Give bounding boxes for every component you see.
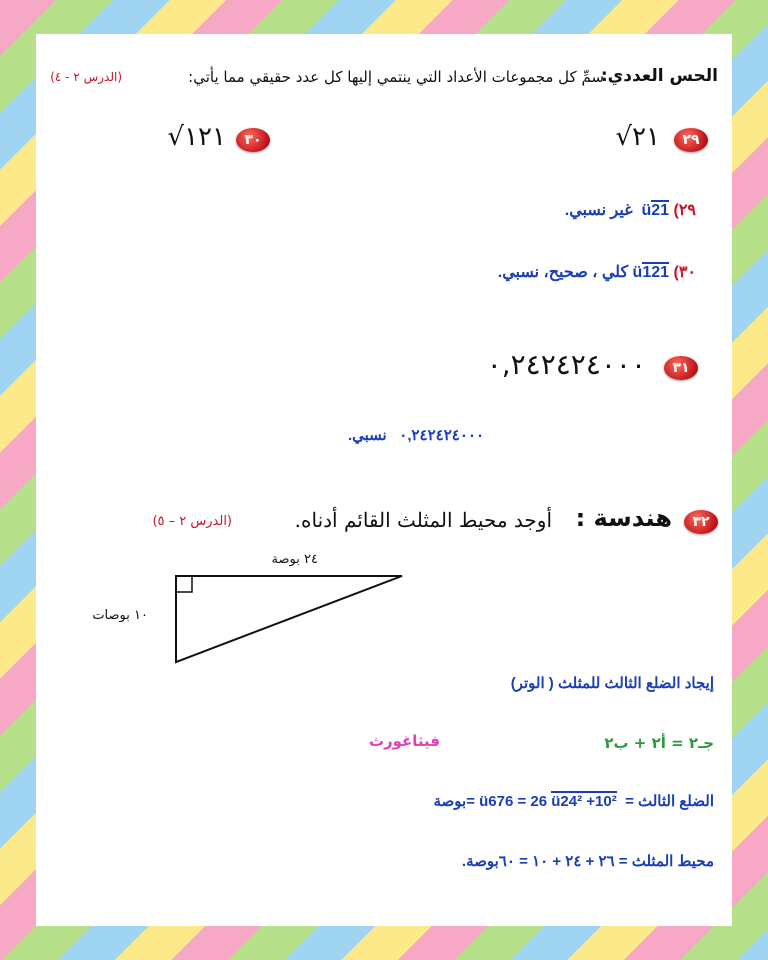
pythagoras-name: فيثاغورث — [368, 732, 440, 750]
answer-29-root: 21 — [651, 202, 670, 219]
lesson-ref: (الدرس ٢ - ٤) — [50, 70, 122, 84]
geometry-lesson: (الدرس ٢ – ٥) — [152, 514, 232, 529]
topic-title: الحس العددي: — [600, 66, 718, 86]
geometry-topic: هندسة : — [575, 504, 672, 532]
answer-29-text: غير نسبي. — [564, 202, 633, 219]
answer-31-value: ٠,٢٤٢٤٢٤٠٠٠ — [399, 427, 484, 444]
badge-29: ٢٩ — [674, 128, 708, 152]
answer-30-root: 121 — [642, 264, 670, 281]
triangle-shape — [176, 576, 402, 662]
answer-31 — [348, 426, 484, 444]
worksheet — [36, 34, 732, 926]
answer-30-num: ٣٠) — [673, 264, 696, 281]
answer-29-num: ٢٩) — [673, 202, 696, 219]
triangle-top-label: ٢٤ بوصة — [271, 552, 318, 567]
answer-30-text: كلي ، صحيح، نسبي. — [497, 264, 629, 281]
badge-32: ٣٢ — [684, 510, 718, 534]
third-side-label: الضلع الثالث = — [625, 793, 714, 810]
instruction-text: سمِّ كل مجموعات الأعداد التي ينتمي إليها كل عدد حقيقي مما يأتي: — [188, 68, 604, 86]
answer-30-prefix: ü — [632, 264, 643, 281]
third-side-line — [433, 792, 714, 810]
solution-heading: إيجاد الضلع الثالث للمثلث ( الوتر) — [510, 675, 714, 692]
third-side-eq: = ü676 = 26 — [466, 793, 548, 810]
problem-31-expr: ٠,٢٤٢٤٢٤٠٠٠ — [486, 348, 646, 381]
answer-29 — [565, 200, 696, 220]
problem-30-expr: ١٢١√ — [167, 122, 226, 152]
answer-29-prefix: ü — [641, 202, 652, 219]
right-triangle-diagram — [166, 570, 408, 666]
perimeter-line: محيط المثلث = ٢٦ + ٢٤ + ١٠ = ٦٠بوصة. — [461, 853, 714, 870]
triangle-side-label: ١٠ بوصات — [92, 608, 148, 623]
badge-30: ٣٠ — [236, 128, 270, 152]
third-side-expression — [466, 791, 621, 810]
third-side-radicand: ü24² +10² — [551, 793, 617, 810]
pythagoras-formula: جـ٢ = أ٢ + ب٢ — [604, 734, 714, 752]
right-angle-marker — [176, 576, 192, 592]
third-side-unit: بوصة — [433, 793, 467, 810]
geometry-instruction: أوجد محيط المثلث القائم أدناه. — [294, 508, 552, 532]
problem-29-expr: ٢١√ — [615, 122, 660, 152]
badge-31: ٣١ — [664, 356, 698, 380]
answer-31-text: نسبي. — [347, 427, 387, 444]
answer-30 — [498, 262, 696, 282]
